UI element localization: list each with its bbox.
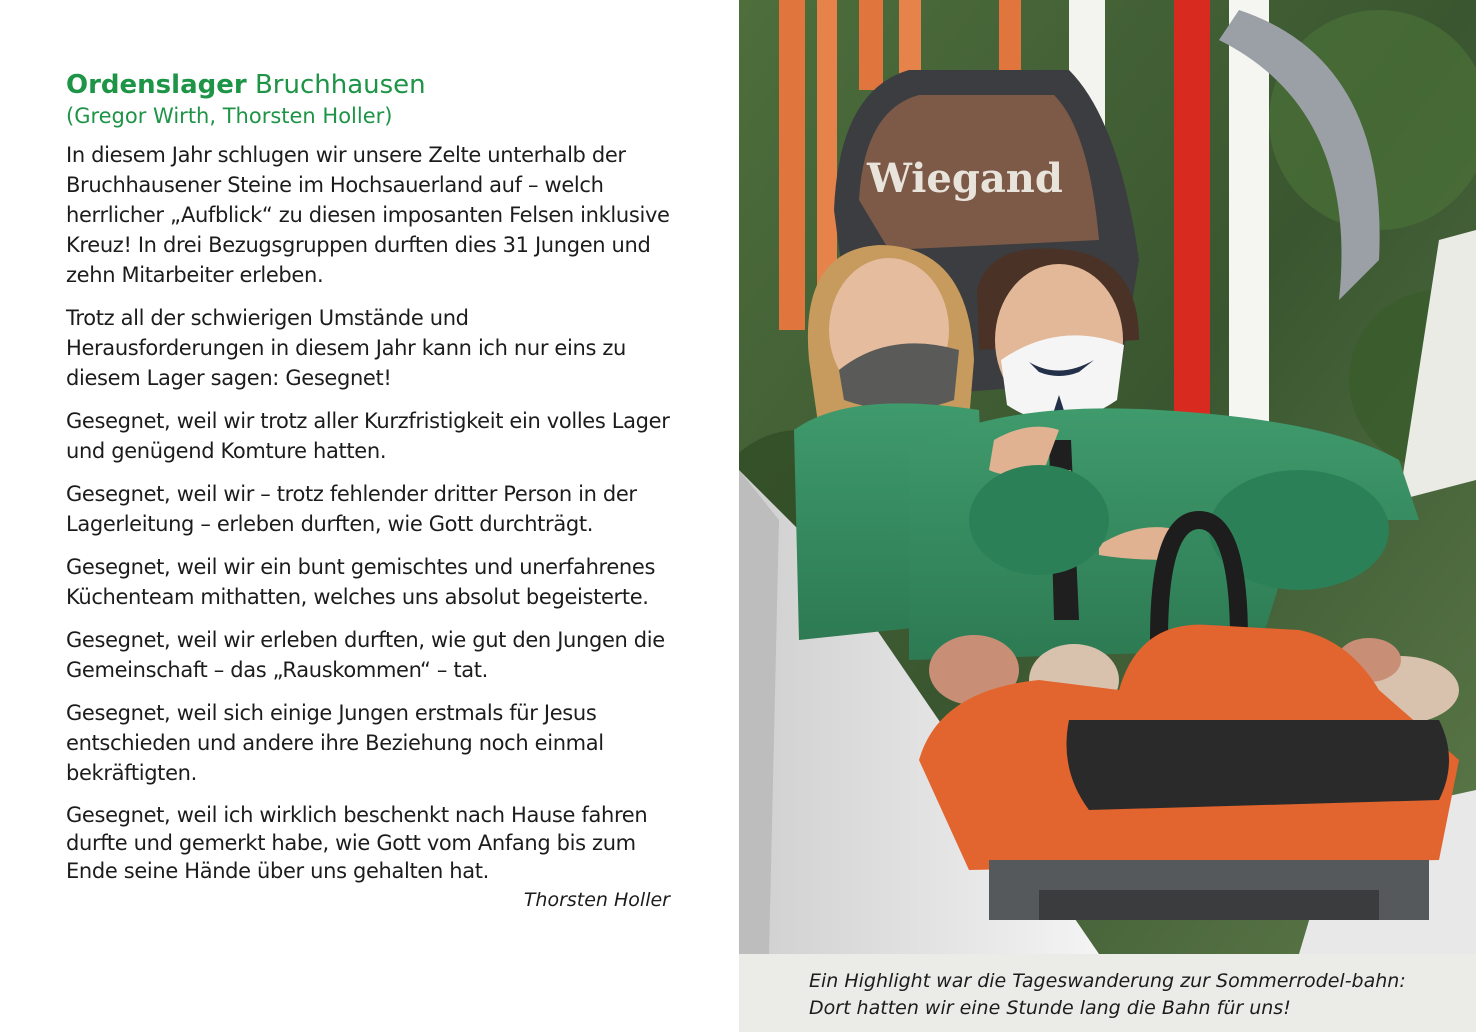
photo-caption-box: [739, 954, 1476, 1032]
paragraph: Trotz all der schwierigen Umstände und Herausforderungen in diesem Jahr kann ich nur eins zu diesem Lager sagen: Gesegnet!: [66, 306, 626, 390]
paragraph: Gesegnet, weil wir – trotz fehlender dritter Person in der Lagerleitung – erleben durften, wie Gott durchträgt.: [66, 482, 637, 536]
title-rest: Bruchhausen: [246, 70, 426, 100]
photo-caption: Ein Highlight war die Tageswanderung zur Sommerrodel-bahn: Dort hatten wir eine Stunde lang die Bahn für uns!: [809, 970, 1406, 1019]
paragraph: Gesegnet, weil ich wirklich beschenkt nach Hause fahren durfte und gemerkt habe, wie Gott vom Anfang bis zum Ende seine Hände über uns gehalten hat.: [66, 803, 648, 883]
article-authors: (Gregor Wirth, Thorsten Holler): [66, 104, 393, 128]
seat-logo-text: Wiegand: [867, 155, 1063, 202]
photo-illustration: [739, 0, 1476, 954]
paragraph: Gesegnet, weil wir ein bunt gemischtes und unerfahrenes Küchenteam mithatten, welches uns absolut begeisterte.: [66, 555, 656, 609]
paragraph: Gesegnet, weil sich einige Jungen erstmals für Jesus entschieden und andere ihre Beziehung noch einmal bekräftigten.: [66, 701, 604, 785]
paragraph: Gesegnet, weil wir trotz aller Kurzfristigkeit ein volles Lager und genügend Komture hatten.: [66, 409, 670, 463]
paragraph: In diesem Jahr schlugen wir unsere Zelte unterhalb der Bruchhausener Steine im Hochsauerland auf – welch herrlicher „Aufblick“ zu diesen imposanten Felsen inklusive Kreuz! In drei Bezugsgruppen durften dies 31 Jungen und zehn Mitarbeiter erleben.: [66, 143, 670, 287]
signature: Thorsten Holler: [523, 889, 670, 911]
article-title: [66, 68, 670, 102]
article: [66, 68, 670, 913]
title-bold: Ordenslager: [66, 70, 247, 100]
paragraph: Gesegnet, weil wir erleben durften, wie gut den Jungen die Gemeinschaft – das „Rauskommen“ – tat.: [66, 628, 665, 682]
photo-summer-toboggan: [739, 0, 1476, 954]
